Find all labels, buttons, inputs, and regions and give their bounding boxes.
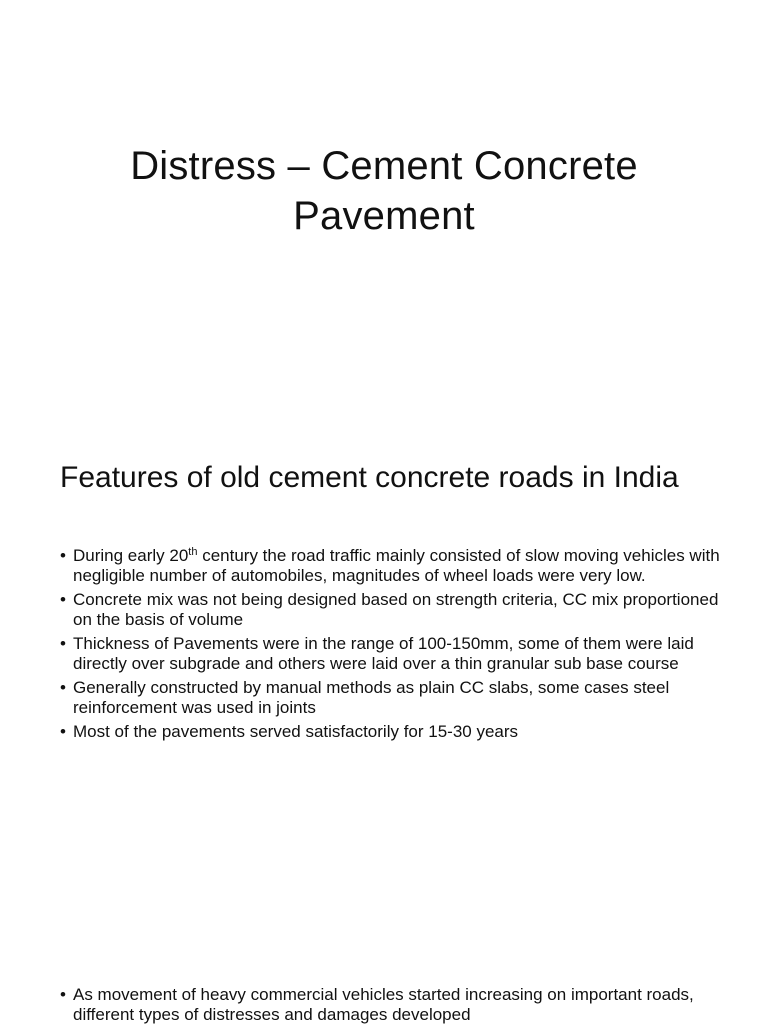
bullet-glyph: • [60,546,66,565]
bullet-glyph: • [60,634,66,653]
bullet-glyph: • [60,722,66,741]
bullet-glyph: • [60,678,66,697]
bullet-text: As movement of heavy commercial vehicles started increasing on important roads, different types of distresses and damages developed [73,985,694,1024]
bullet-item [60,985,740,1024]
bullet-text-pre: During early 20 [73,546,189,565]
bullet-text: Most of the pavements served satisfactorily for 15-30 years [73,722,519,741]
slide-title-line-2: Pavement [293,193,475,238]
title-slide [0,0,768,430]
bullet-item [60,678,720,718]
bullet-item [60,634,720,674]
slide-title [0,141,768,241]
bullet-text: Thickness of Pavements were in the range of 100-150mm, some of them were laid directly over subgrade and others were laid over a thin granular sub base course [73,634,694,673]
bullet-glyph: • [60,985,66,1004]
content-slide [0,430,768,950]
slide-title-line-1: Distress – Cement Concrete [130,143,638,188]
bullet-superscript: th [188,546,198,558]
bullet-list [60,985,740,1024]
bullet-text: Concrete mix was not being designed based on strength criteria, CC mix proportioned on the basis of volume [73,590,719,629]
bullet-list [60,546,720,746]
bullet-item [60,722,720,742]
bullet-glyph: • [60,590,66,609]
next-slide-partial [0,950,768,1024]
bullet-item [60,590,720,630]
slide-heading: Features of old cement concrete roads in India [60,461,679,494]
bullet-text-post: century the road traffic mainly consisted of slow moving vehicles with negligible number of automobiles, magnitudes of wheel loads were very low. [73,546,720,585]
bullet-item [60,546,720,586]
bullet-text: Generally constructed by manual methods as plain CC slabs, some cases steel reinforcement was used in joints [73,678,670,717]
